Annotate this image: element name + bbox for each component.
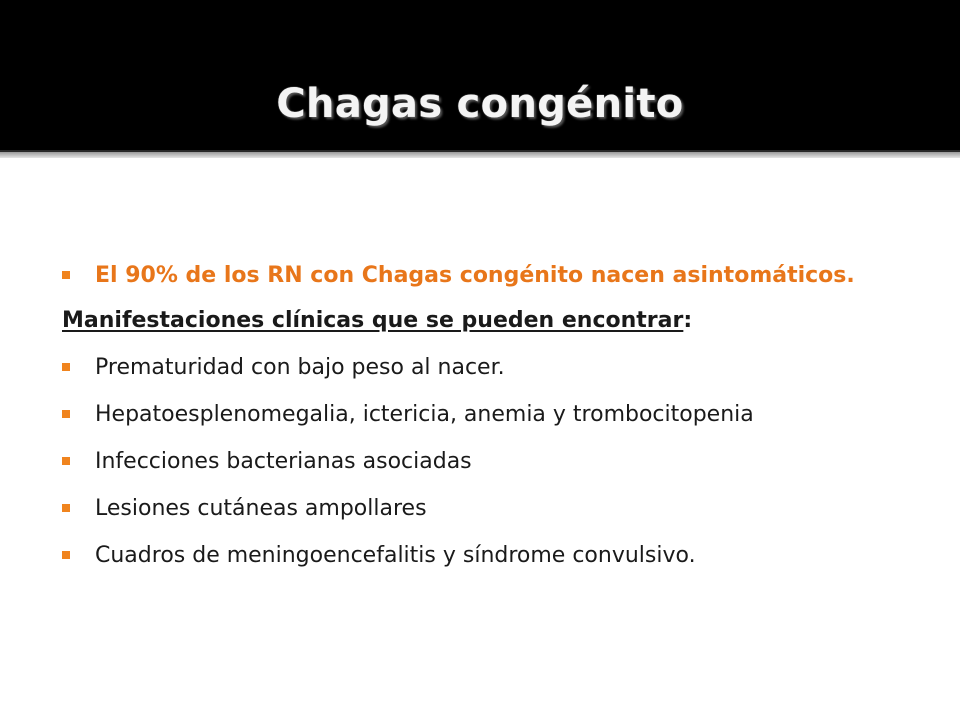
list-item-text: Lesiones cutáneas ampollares [95, 496, 427, 521]
square-bullet-icon [62, 504, 70, 512]
list-item-text: Prematuridad con bajo peso al nacer. [95, 355, 505, 380]
slide-title: Chagas congénito [276, 81, 684, 127]
list-item-text: Infecciones bacterianas asociadas [95, 449, 472, 474]
square-bullet-icon [62, 410, 70, 418]
square-bullet-icon [62, 271, 70, 279]
list-item [62, 352, 922, 383]
manifestations-heading [62, 305, 922, 336]
square-bullet-icon [62, 551, 70, 559]
list-item [62, 540, 922, 571]
list-item [62, 493, 922, 524]
intro-bullet [62, 260, 922, 291]
list-item-text: Cuadros de meningoencefalitis y síndrome convulsivo. [95, 543, 696, 568]
list-item [62, 446, 922, 477]
intro-bullet-text: El 90% de los RN con Chagas congénito nacen asintomáticos. [95, 263, 855, 288]
square-bullet-icon [62, 363, 70, 371]
title-divider [0, 152, 960, 158]
square-bullet-icon [62, 457, 70, 465]
manifestations-heading-colon: : [683, 308, 693, 333]
list-item-text: Hepatoesplenomegalia, ictericia, anemia y trombocitopenia [95, 402, 754, 427]
slide-body [62, 260, 922, 587]
list-item [62, 399, 922, 430]
manifestations-heading-text: Manifestaciones clínicas que se pueden encontrar [62, 308, 684, 333]
